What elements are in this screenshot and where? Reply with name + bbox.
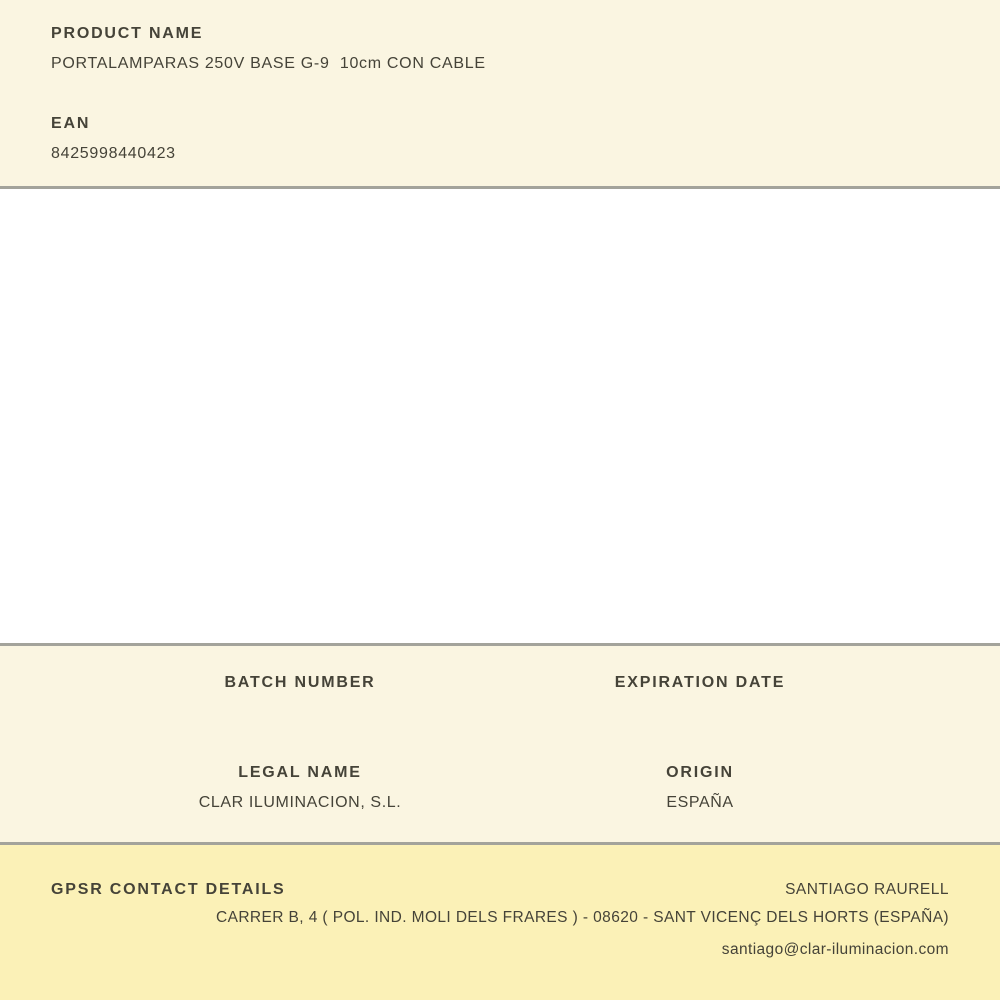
- expiration-date-label: EXPIRATION DATE: [614, 674, 786, 691]
- gpsr-header-row: [51, 882, 949, 898]
- gpsr-contact-section: [0, 845, 1000, 1000]
- gpsr-contact-name: SANTIAGO RAURELL: [785, 881, 949, 898]
- origin-cell: [500, 765, 900, 813]
- product-details-section: [0, 646, 1000, 842]
- origin-value: ESPAÑA: [666, 794, 734, 811]
- legal-name-label: LEGAL NAME: [238, 764, 362, 781]
- legal-name-value: CLAR ILUMINACION, S.L.: [198, 794, 402, 811]
- product-image-placeholder: [0, 189, 1000, 643]
- batch-number-label: BATCH NUMBER: [224, 674, 376, 691]
- product-name-label: PRODUCT NAME: [51, 25, 204, 42]
- expiration-date-cell: [500, 675, 900, 723]
- product-name-value: PORTALAMPARAS 250V BASE G-9 10cm CON CABLE: [51, 55, 486, 72]
- legal-name-cell: [100, 765, 500, 813]
- batch-number-value: [100, 703, 500, 723]
- expiration-date-value: [500, 703, 900, 723]
- ean-field: [51, 116, 949, 162]
- batch-number-cell: [100, 675, 500, 723]
- details-grid: [100, 675, 900, 813]
- product-info-section: [0, 0, 1000, 186]
- product-name-field: [51, 26, 949, 72]
- gpsr-title: GPSR CONTACT DETAILS: [51, 881, 286, 898]
- gpsr-email: santiago@clar-iluminacion.com: [721, 941, 949, 959]
- gpsr-address: CARRER B, 4 ( POL. IND. MOLI DELS FRARES ) - 08620 - SANT VICENÇ DELS HORTS (ESPAÑA): [216, 909, 949, 926]
- origin-label: ORIGIN: [666, 764, 734, 781]
- ean-value: 8425998440423: [51, 145, 176, 162]
- ean-label: EAN: [51, 115, 91, 132]
